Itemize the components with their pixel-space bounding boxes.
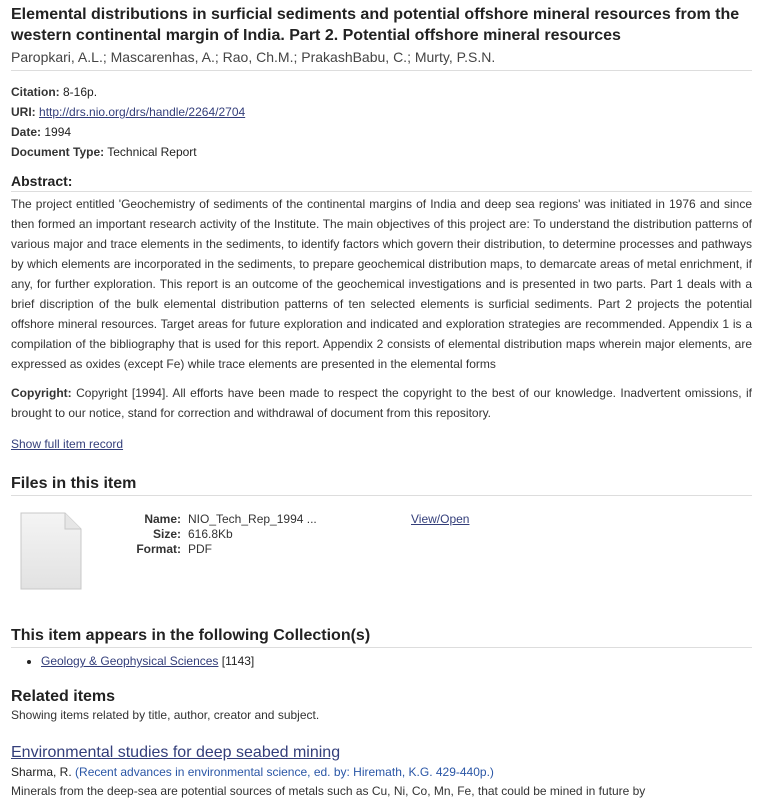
copyright-text: Copyright [1994]. All efforts have been made to respect the copyright to the best of our knowledge. Inadvertent omissions, if brought to our notice, stand for correction and withdrawal of document from this repository. xyxy=(11,386,752,420)
uri-link[interactable]: http://drs.nio.org/drs/handle/2264/2704 xyxy=(39,105,246,119)
citation-row xyxy=(11,82,752,102)
item-title: Elemental distributions in surficial sediments and potential offshore mineral resources from the western continental margin of India. Part 2. Potential offshore mineral resources xyxy=(11,6,740,44)
date-row xyxy=(11,122,752,142)
related-item-title-row xyxy=(11,743,752,763)
doctype-row xyxy=(11,142,752,162)
related-item-title-link[interactable]: Environmental studies for deep seabed mining xyxy=(11,744,341,761)
related-item-source: (Recent advances in environmental science, ed. by: Hiremath, K.G. 429-440p.) xyxy=(75,765,494,779)
collections-section xyxy=(11,626,752,671)
related-item-abstract: Minerals from the deep-sea are potential sources of metals such as Cu, Ni, Co, Mn, Fe, that could be mined in future by xyxy=(11,784,646,798)
date-value: 1994 xyxy=(44,125,72,139)
related-section xyxy=(11,687,752,801)
item-authors: Paropkari, A.L.; Mascarenhas, A.; Rao, Ch.M.; PrakashBabu, C.; Murty, P.S.N. xyxy=(11,47,752,71)
copyright-block xyxy=(11,383,752,423)
abstract-heading: Abstract: xyxy=(11,172,752,192)
file-details xyxy=(111,512,317,557)
abstract-text: The project entitled 'Geochemistry of sediments of the continental margins of India and deep sea regions' was initiated in 1976 and since then formed an important research activity of the Institute. The main objectives of this project are: To understand the distribution patterns of various major and trace elements in the sediments, to identify factors which govern their distribution, to determine processes and pathways by which elements are incorporated in the sediments, to prepare geochemical distribution maps, to demarcate areas of metal enrichment, if any, for further exploration. This report is an outcome of the geochemical investigations and is presented in two parts. Part 1 deals with a brief discription of the bulk elemental distribution patterns of ten selected elements is surficial sediments. Part 2 projects the potential offshore mineral resources. Target areas for future exploration and indicated and exploration strategies are recommended. Appendix 1 is a compilation of the bibliography that is used for this report. Appendix 2 consists of elemental distribution maps wherein major elements, are expressed as oxides (except Fe) while trace elements are presented in the elemental forms xyxy=(11,197,752,371)
file-size-row xyxy=(111,527,317,542)
file-size-label: Size: xyxy=(152,527,181,541)
files-heading: Files in this item xyxy=(11,474,752,496)
file-size-value: 616.8Kb xyxy=(188,527,233,541)
show-full-record-link[interactable]: Show full item record xyxy=(11,437,124,451)
file-format-row xyxy=(111,542,317,557)
related-item xyxy=(11,743,752,801)
file-name-value: NIO_Tech_Rep_1994 ... xyxy=(188,512,317,526)
date-label: Date: xyxy=(11,125,42,139)
collection-item xyxy=(41,651,752,671)
doctype-label: Document Type: xyxy=(11,145,105,159)
file-format-value: PDF xyxy=(188,542,212,556)
files-section xyxy=(11,474,752,596)
related-subheading: Showing items related by title, author, creator and subject. xyxy=(11,708,320,722)
file-row xyxy=(11,496,752,596)
uri-row xyxy=(11,102,752,122)
uri-label: URI: xyxy=(11,105,36,119)
file-name-row xyxy=(111,512,317,527)
collection-count: [1143] xyxy=(221,654,255,668)
file-name-label: Name: xyxy=(144,512,181,526)
doctype-value: Technical Report xyxy=(107,145,197,159)
collection-link[interactable]: Geology & Geophysical Sciences xyxy=(41,654,219,668)
related-item-meta xyxy=(11,763,752,781)
collections-list xyxy=(11,651,752,671)
file-format-label: Format: xyxy=(136,542,181,556)
citation-value: 8-16p. xyxy=(63,85,98,99)
full-record-row xyxy=(11,434,752,454)
file-thumbnail-icon[interactable] xyxy=(20,512,82,590)
citation-label: Citation: xyxy=(11,85,60,99)
item-metadata xyxy=(11,82,752,162)
view-open-link[interactable]: View/Open xyxy=(411,512,470,526)
related-heading: Related items xyxy=(11,688,116,705)
related-item-author: Sharma, R. xyxy=(11,765,72,779)
collections-heading: This item appears in the following Collection(s) xyxy=(11,626,752,648)
copyright-label: Copyright: xyxy=(11,386,72,400)
